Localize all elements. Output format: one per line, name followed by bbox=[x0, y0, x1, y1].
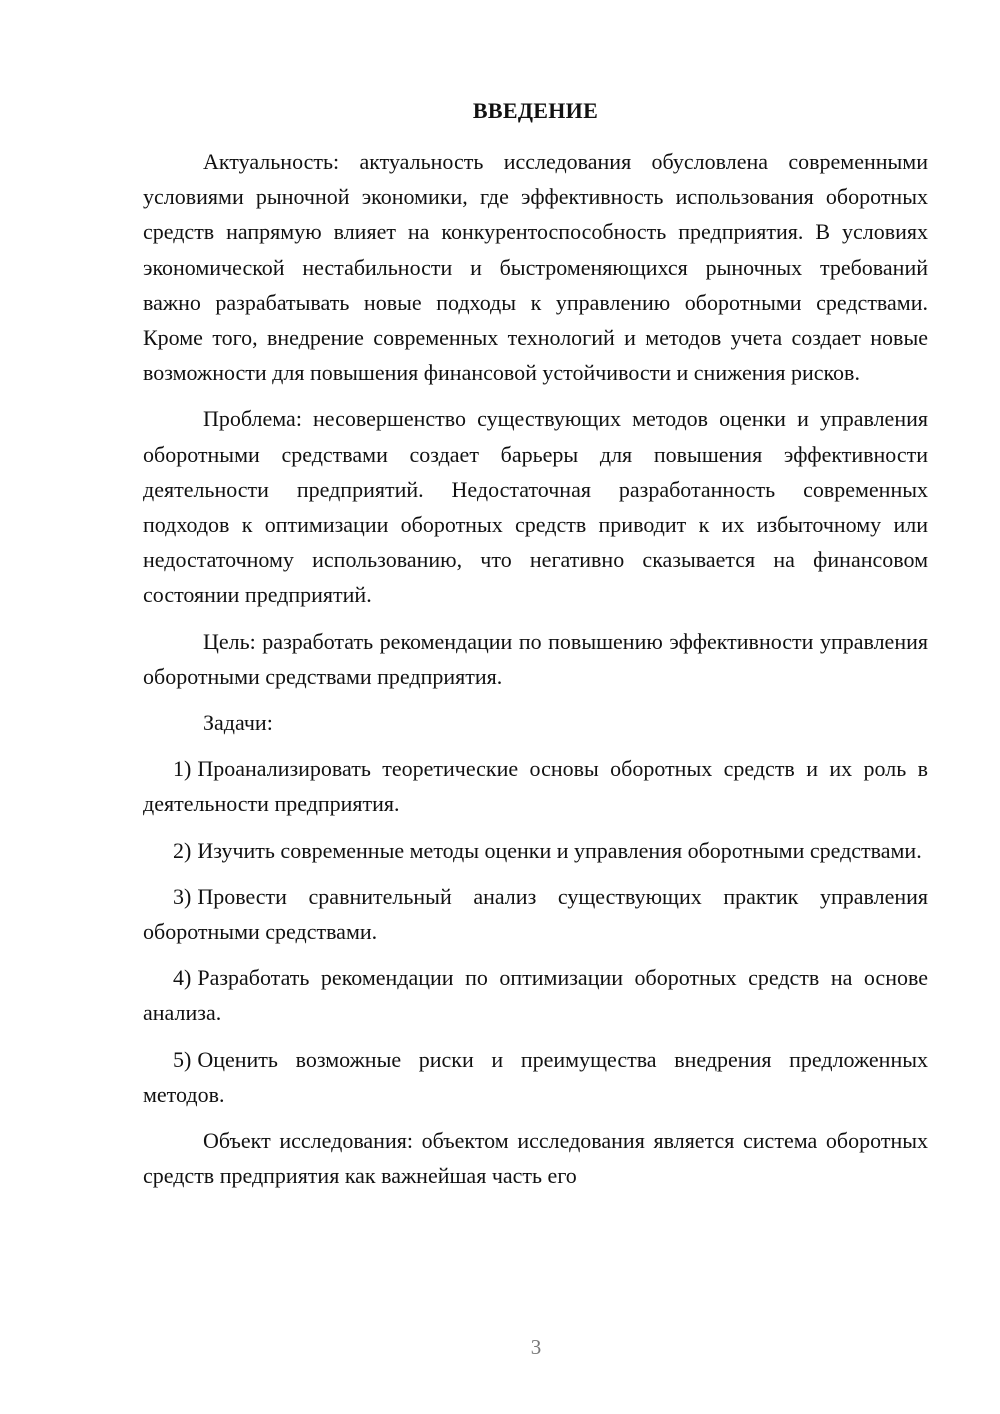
task-text: Проанализировать теоретические основы оборотных средств и их роль в деятельности предприятия. bbox=[143, 756, 928, 817]
page-number: 3 bbox=[530, 1335, 542, 1359]
paragraph-problem: Проблема: несовершенство существующих методов оценки и управления оборотными средствами создает барьеры для повышения эффективности деятельности предприятий. Недостаточная разработанность современных подходов к оптимизации оборотных средств приводит к их избыточному или недостаточному использованию, что негативно сказывается на финансовом состоянии предприятий. bbox=[143, 406, 928, 608]
task-text: Разработать рекомендации по оптимизации оборотных средств на основе анализа. bbox=[143, 965, 928, 1026]
task-item bbox=[143, 833, 928, 868]
task-number: 5) bbox=[173, 1046, 192, 1072]
section-title: ВВЕДЕНИЕ bbox=[472, 98, 599, 123]
page-content bbox=[143, 96, 928, 1204]
task-number: 3) bbox=[173, 883, 192, 909]
task-item bbox=[143, 1042, 928, 1112]
task-text: Провести сравнительный анализ существующих практик управления оборотными средствами. bbox=[143, 883, 928, 945]
task-item bbox=[143, 960, 928, 1030]
task-text: Изучить современные методы оценки и управления оборотными средствами. bbox=[197, 837, 922, 863]
task-text: Оценить возможные риски и преимущества внедрения предложенных методов. bbox=[143, 1046, 928, 1107]
task-item bbox=[143, 751, 928, 821]
paragraph-object: Объект исследования: объектом исследования является система оборотных средств предприятия как важнейшая часть его bbox=[143, 1128, 928, 1189]
paragraph-relevance: Актуальность: актуальность исследования обусловлена современными условиями рыночной экономики, где эффективность использования оборотных средств напрямую влияет на конкурентоспособность предприятия. В условиях экономической нестабильности и быстроменяющихся рыночных требований важно разрабатывать новые подходы к управлению оборотными средствами. Кроме того, внедрение современных технологий и методов учета создает новые возможности для повышения финансовой устойчивости и снижения рисков. bbox=[143, 149, 928, 386]
task-number: 1) bbox=[173, 756, 192, 782]
tasks-heading: Задачи: bbox=[203, 710, 273, 736]
paragraph-goal: Цель: разработать рекомендации по повышению эффективности управления оборотными средствами предприятия. bbox=[143, 628, 928, 689]
task-number: 4) bbox=[173, 965, 192, 991]
task-item bbox=[143, 879, 928, 949]
task-number: 2) bbox=[173, 837, 192, 863]
